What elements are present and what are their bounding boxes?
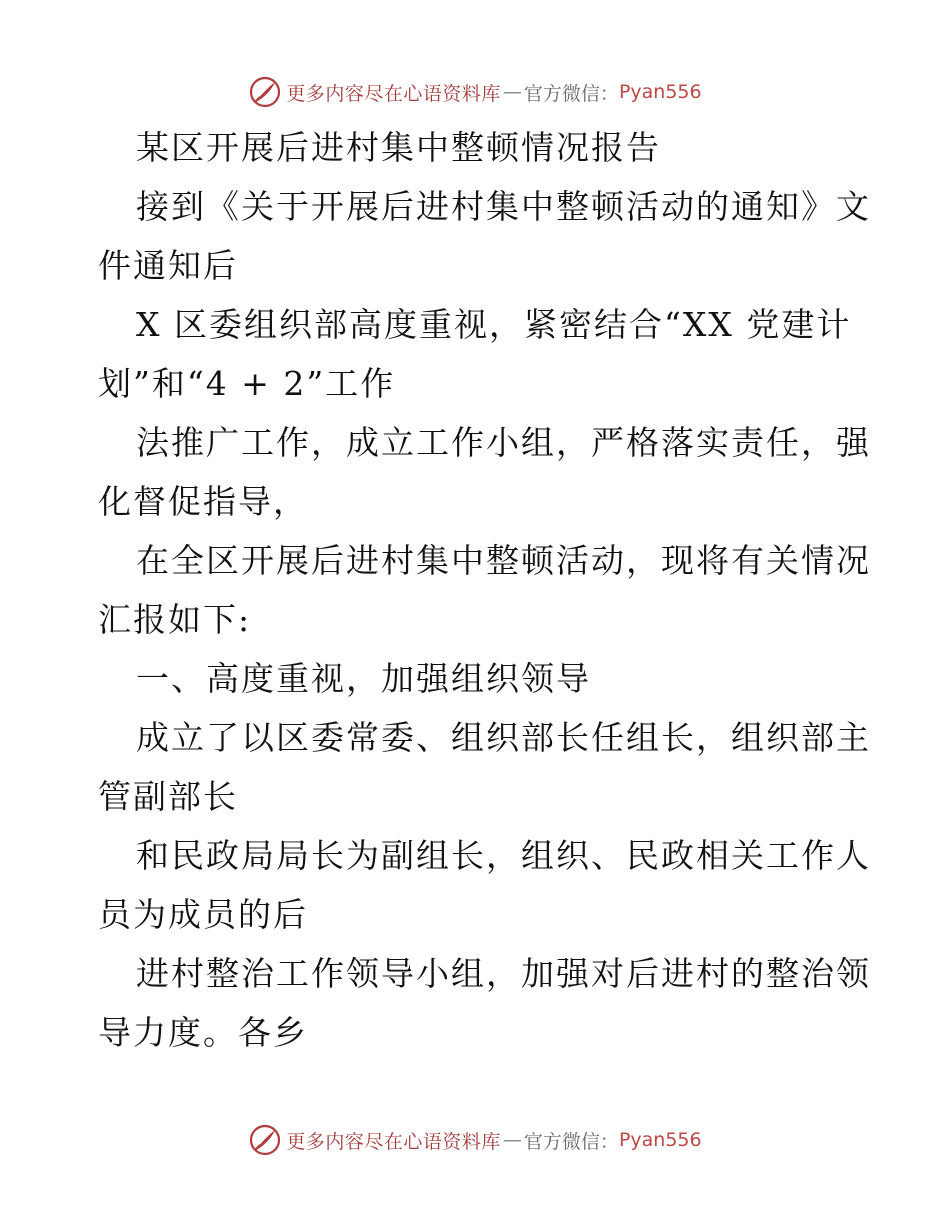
paragraph-line: 管副部长 [98,777,238,816]
paragraph [98,177,871,295]
paragraph-line: 成立了以区委常委、组织部长任组长，组织部主 [136,718,871,757]
paragraph-line: 件通知后 [98,246,238,285]
paragraph-line: 划”和“4 + 2”工作 [98,364,396,403]
watermark-id: Pyan556 [618,1129,702,1151]
paragraph [98,413,871,531]
paragraph-line: 导力度。各乡 [98,1013,308,1052]
watermark-id: Pyan556 [618,81,702,103]
paragraph [98,826,871,944]
paragraph [98,944,871,1062]
paragraph [98,708,871,826]
header-watermark [0,72,950,112]
paragraph-line: 员为成员的后 [98,895,308,934]
watermark-text: 更多内容尽在心语资料库 [286,82,501,105]
paragraph-line: 接到《关于开展后进村集中整顿活动的通知》文 [136,187,871,226]
paragraph-line: 汇报如下: [98,600,252,639]
paragraph [98,649,858,708]
document-body [98,118,871,1062]
paragraph-line: 化督促指导， [98,482,308,521]
watermark-text: 更多内容尽在心语资料库 [286,1130,501,1153]
watermark-sub: 官方微信： [523,1130,619,1153]
watermark-dash: — [502,81,522,103]
footer-watermark [0,1120,950,1160]
quill-pen-logo-icon [248,75,282,109]
paragraph-line: X 区委组织部高度重视，紧密结合“XX 党建计 [136,305,852,344]
watermark-sub: 官方微信： [523,82,619,105]
paragraph-line: 和民政局局长为副组长，组织、民政相关工作人 [136,836,871,875]
watermark-dash: — [502,1129,522,1151]
document-title [98,118,858,177]
title-text: 某区开展后进村集中整顿情况报告 [136,128,661,167]
paragraph-line: 法推广工作，成立工作小组，严格落实责任，强 [136,423,871,462]
paragraph-line: 在全区开展后进村集中整顿活动，现将有关情况 [136,541,871,580]
paragraph-line: 进村整治工作领导小组，加强对后进村的整治领 [136,954,871,993]
paragraph-list [98,177,871,1062]
paragraph [98,295,858,413]
quill-pen-logo-icon [248,1123,282,1157]
paragraph [98,531,871,649]
paragraph-line: 一、高度重视，加强组织领导 [136,659,591,698]
